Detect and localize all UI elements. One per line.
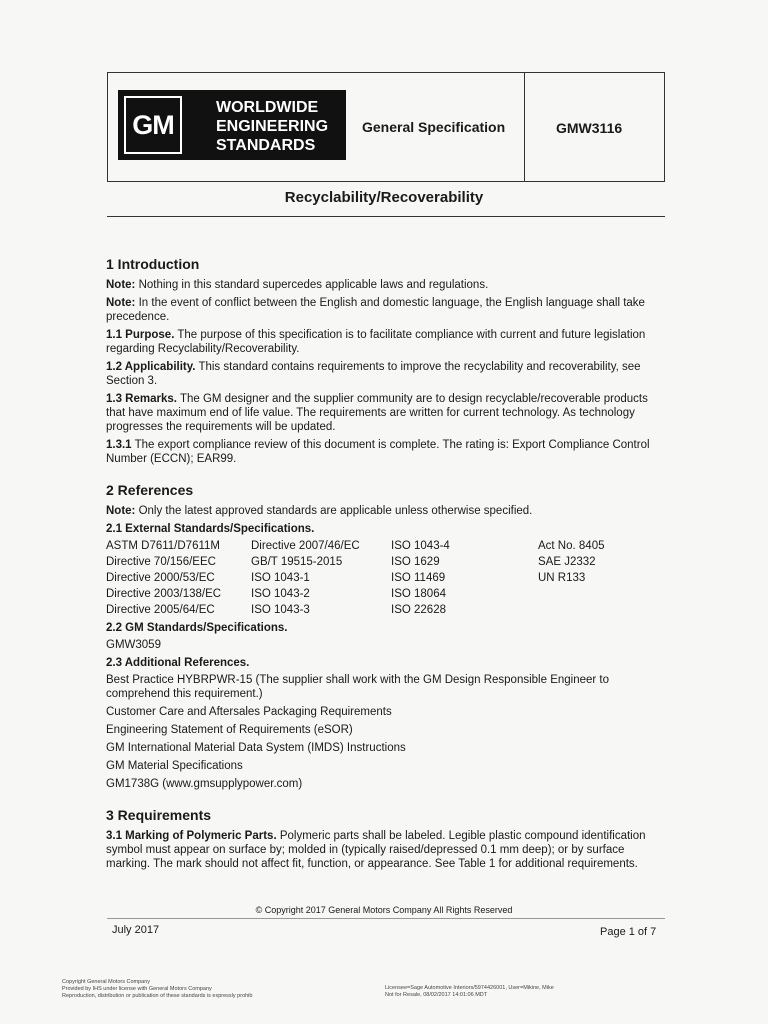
list-item: Directive 2005/64/EC <box>106 604 215 616</box>
paragraph-3-1: 3.1 Marking of Polymeric Parts. Polymeric parts shall be labeled. Legible plastic compound identification symbol must appear on surface by; molded in (typically raised/depressed 0.1 mm deep); or by surface marking. The mark should not affect fit, function, or appearance. See Table 1 for additional requirements. <box>106 830 646 870</box>
list-item: Act No. 8405 <box>538 540 605 552</box>
list-item: ISO 22628 <box>391 604 446 616</box>
gm-standard-item: GMW3059 <box>106 639 161 651</box>
gm-standards-heading: 2.2 GM Standards/Specifications. <box>106 622 288 634</box>
section-2-heading: 2 References <box>106 482 194 498</box>
section-1-heading: 1 Introduction <box>106 256 200 272</box>
paragraph-1-2: 1.2 Applicability. This standard contains requirements to improve the recyclability and recoverability, see Section 3. <box>106 361 641 387</box>
license-notice-left: Copyright General Motors Company Provided by IHS under license with General Motors Company Reproduction, distribution or publication of these standards is expressly prohib <box>62 979 253 999</box>
list-item <box>538 603 666 617</box>
list-item: Directive 2003/138/EC <box>106 588 222 600</box>
list-item <box>538 587 666 601</box>
list-item: GM Material Specifications <box>106 760 243 772</box>
standards-line-3: STANDARDS <box>216 137 316 154</box>
list-item: ISO 1043-2 <box>251 588 310 600</box>
list-item: Directive 70/156/EEC <box>106 556 216 568</box>
additional-references-heading: 2.3 Additional References. <box>106 657 250 669</box>
list-item: Best Practice HYBRPWR-15 (The supplier shall work with the GM Design Responsible Engineer to comprehend this requirement.) <box>106 674 610 700</box>
list-item: Customer Care and Aftersales Packaging Requirements <box>106 706 392 718</box>
list-item: ISO 1043-4 <box>391 540 450 552</box>
list-item: GM1738G (www.gmsupplypower.com) <box>106 778 303 790</box>
document-title: Recyclability/Recoverability <box>284 189 484 206</box>
header-divider <box>524 73 525 181</box>
list-item: GB/T 19515-2015 <box>251 556 343 568</box>
standards-name <box>216 98 328 155</box>
footer-rule <box>107 918 665 919</box>
standards-banner <box>118 90 346 160</box>
page-number: Page 1 of 7 <box>600 926 657 938</box>
note-references: Note: Only the latest approved standards are applicable unless otherwise specified. <box>106 505 533 517</box>
spec-type: General Specification <box>362 119 506 135</box>
list-item: ISO 18064 <box>391 588 446 600</box>
list-item: ASTM D7611/D7611M <box>106 540 220 552</box>
list-item: UN R133 <box>538 572 586 584</box>
title-rule <box>107 216 665 217</box>
list-item: Directive 2000/53/EC <box>106 572 215 584</box>
list-item: ISO 1629 <box>391 556 440 568</box>
list-item: Directive 2007/46/EC <box>251 540 360 552</box>
standards-line-2: ENGINEERING <box>216 118 329 135</box>
copyright-notice: © Copyright 2017 General Motors Company All Rights Reserved <box>255 905 513 915</box>
spec-number: GMW3116 <box>556 120 623 136</box>
paragraph-1-1: 1.1 Purpose. The purpose of this specification is to facilitate compliance with current and future legislation regarding Recyclability/Recoverability. <box>106 329 646 355</box>
list-item: SAE J2332 <box>538 556 596 568</box>
note-language: Note: In the event of conflict between the English and domestic language, the English language shall take precedence. <box>106 297 645 323</box>
document-body <box>106 256 666 875</box>
paragraph-1-3-1: 1.3.1 The export compliance review of this document is complete. The rating is: Export Compliance Control Number (ECCN); EAR99. <box>106 439 650 465</box>
list-item: ISO 11469 <box>391 572 446 584</box>
license-notice-right: Licensee=Sage Automotive Interiors/5974426001, User=Mikine, Mike Not for Resale, 08/02/2017 14:01:06 MDT <box>385 985 554 998</box>
footer-date: July 2017 <box>112 924 160 936</box>
section-3-heading: 3 Requirements <box>106 807 212 823</box>
paragraph-1-3: 1.3 Remarks. The GM designer and the supplier community are to design recyclable/recoverable products that have maximum end of life value. The requirements are written for current technology. As technology progresses the requirements will be updated. <box>106 393 648 433</box>
header-box <box>107 72 665 182</box>
standards-line-1: WORLDWIDE <box>216 99 319 116</box>
external-standards-heading: 2.1 External Standards/Specifications. <box>106 523 315 535</box>
note-laws: Note: Nothing in this standard supercedes applicable laws and regulations. <box>106 279 489 291</box>
external-standards-list <box>106 539 666 617</box>
gm-logo: GM <box>124 96 182 154</box>
list-item: GM International Material Data System (IMDS) Instructions <box>106 742 406 754</box>
list-item: Engineering Statement of Requirements (eSOR) <box>106 724 353 736</box>
list-item: ISO 1043-3 <box>251 604 310 616</box>
list-item: ISO 1043-1 <box>251 572 310 584</box>
